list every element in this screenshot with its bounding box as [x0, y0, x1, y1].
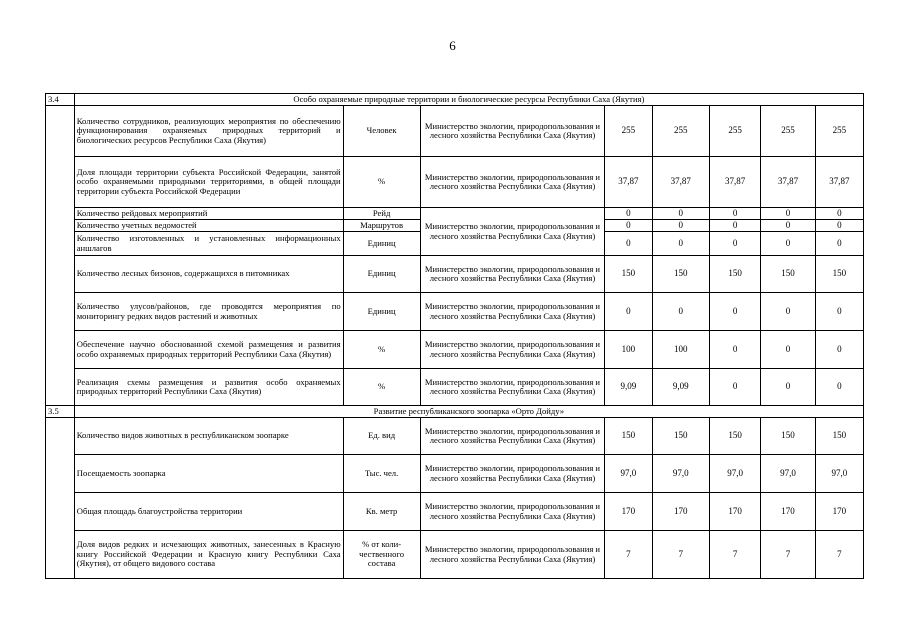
responsible-cell: Министерство экологии, природопользования и лесного хозяйства Республики Саха (Якутия) [420, 157, 605, 208]
value-cell: 9,09 [652, 369, 709, 406]
unit-cell: Маршрутов [343, 220, 420, 232]
indicator-cell: Количество лесных бизонов, содержащихся в питомниках [74, 256, 343, 293]
section-number: 3.4 [46, 94, 75, 106]
value-cell: 170 [652, 493, 709, 531]
value-cell: 150 [815, 418, 863, 455]
value-cell: 7 [710, 531, 761, 579]
value-cell: 97,0 [761, 455, 815, 493]
table-row [46, 106, 864, 157]
value-cell: 0 [761, 208, 815, 220]
responsible-cell: Министерство экологии, природопользования и лесного хозяйства Республики Саха (Якутия) [420, 493, 605, 531]
table-row [46, 331, 864, 369]
value-cell: 0 [605, 208, 652, 220]
section-title: Особо охраняемые природные территории и биологические ресурсы Республики Саха (Якутия) [74, 94, 863, 106]
value-cell: 37,87 [761, 157, 815, 208]
section-number: 3.5 [46, 406, 75, 418]
indicator-cell: Количество видов животных в республиканском зоопарке [74, 418, 343, 455]
value-cell: 150 [652, 418, 709, 455]
unit-cell: Кв. метр [343, 493, 420, 531]
value-cell: 0 [815, 208, 863, 220]
value-cell: 0 [761, 369, 815, 406]
value-cell: 100 [652, 331, 709, 369]
value-cell: 150 [761, 256, 815, 293]
value-cell: 0 [710, 232, 761, 256]
value-cell: 0 [815, 331, 863, 369]
value-cell: 100 [605, 331, 652, 369]
value-cell: 0 [761, 293, 815, 331]
value-cell: 0 [815, 220, 863, 232]
indicator-cell: Доля площади территории субъекта Российской Федерации, занятой особо охраняемыми природными территориями, в общей площади территории субъекта Российской Федерации [74, 157, 343, 208]
indicator-cell: Обеспечение научно обоснованной схемой размещения и развития особо охраняемых природных территорий Республики Саха (Якутия) [74, 331, 343, 369]
value-cell: 97,0 [652, 455, 709, 493]
value-cell: 255 [761, 106, 815, 157]
table-row [46, 256, 864, 293]
value-cell: 170 [815, 493, 863, 531]
value-cell: 37,87 [710, 157, 761, 208]
responsible-cell: Министерство экологии, природопользования и лесного хозяйства Республики Саха (Якутия) [420, 418, 605, 455]
indicator-cell: Количество улусов/районов, где проводятся мероприятия по мониторингу редких видов растений и животных [74, 293, 343, 331]
unit-cell: Единиц [343, 256, 420, 293]
unit-cell: Единиц [343, 293, 420, 331]
value-cell: 0 [605, 293, 652, 331]
responsible-cell: Министерство экологии, природопользования и лесного хозяйства Республики Саха (Якутия) [420, 331, 605, 369]
section-title: Развитие республиканского зоопарка «Орто Дойду» [74, 406, 863, 418]
section-header-row [46, 406, 864, 418]
value-cell: 37,87 [815, 157, 863, 208]
unit-cell: Ед. вид [343, 418, 420, 455]
responsible-cell: Министерство экологии, природопользования и лесного хозяйства Республики Саха (Якутия) [420, 369, 605, 406]
value-cell: 97,0 [815, 455, 863, 493]
value-cell: 9,09 [605, 369, 652, 406]
unit-cell: Человек [343, 106, 420, 157]
value-cell: 0 [710, 369, 761, 406]
table-row [46, 455, 864, 493]
value-cell: 255 [815, 106, 863, 157]
value-cell: 150 [605, 418, 652, 455]
value-cell: 170 [710, 493, 761, 531]
indicator-cell: Доля видов редких и исчезающих животных, занесенных в Красную книгу Российской Федерации и Красную книгу Республики Саха (Якутия), от общего видового состава [74, 531, 343, 579]
unit-cell: Единиц [343, 232, 420, 256]
responsible-cell: Министерство экологии, природопользования и лесного хозяйства Республики Саха (Якутия) [420, 531, 605, 579]
value-cell: 0 [652, 232, 709, 256]
value-cell: 255 [652, 106, 709, 157]
value-cell: 0 [605, 232, 652, 256]
value-cell: 0 [652, 220, 709, 232]
unit-cell: % [343, 369, 420, 406]
indicator-cell: Количество учетных ведомостей [74, 220, 343, 232]
responsible-cell: Министерство экологии, природопользования и лесного хозяйства Республики Саха (Якутия) [420, 293, 605, 331]
indicator-cell: Количество сотрудников, реализующих мероприятия по обеспечению функционирования охраняемых природных территорий и биологических ресурсов Республики Саха (Якутия) [74, 106, 343, 157]
table-row [46, 157, 864, 208]
value-cell: 37,87 [652, 157, 709, 208]
responsible-cell: Министерство экологии, природопользования и лесного хозяйства Республики Саха (Якутия) [420, 208, 605, 256]
responsible-cell: Министерство экологии, природопользования и лесного хозяйства Республики Саха (Якутия) [420, 106, 605, 157]
value-cell: 0 [815, 369, 863, 406]
value-cell: 7 [652, 531, 709, 579]
table-row [46, 293, 864, 331]
indicator-cell: Количество рейдовых мероприятий [74, 208, 343, 220]
value-cell: 0 [652, 208, 709, 220]
table-row [46, 493, 864, 531]
indicator-cell: Посещаемость зоопарка [74, 455, 343, 493]
value-cell: 97,0 [605, 455, 652, 493]
table-row [46, 208, 864, 220]
table-row [46, 531, 864, 579]
responsible-cell: Министерство экологии, природопользования и лесного хозяйства Республики Саха (Якутия) [420, 256, 605, 293]
section-header-row [46, 94, 864, 106]
value-cell: 0 [815, 293, 863, 331]
unit-cell: % [343, 157, 420, 208]
value-cell: 0 [710, 220, 761, 232]
indicator-cell: Общая площадь благоустройства территории [74, 493, 343, 531]
value-cell: 170 [761, 493, 815, 531]
value-cell: 0 [605, 220, 652, 232]
responsible-cell: Министерство экологии, природопользования и лесного хозяйства Республики Саха (Якутия) [420, 455, 605, 493]
value-cell: 150 [605, 256, 652, 293]
value-cell: 150 [815, 256, 863, 293]
indicator-cell: Реализация схемы размещения и развития особо охраняемых природных территорий Республики Саха (Якутия) [74, 369, 343, 406]
row-number-cell [46, 106, 75, 406]
value-cell: 7 [761, 531, 815, 579]
indicator-cell: Количество изготовленных и установленных информационных аншлагов [74, 232, 343, 256]
unit-cell: Тыс. чел. [343, 455, 420, 493]
unit-cell: % от коли-чественного состава [343, 531, 420, 579]
indicators-table [45, 93, 864, 579]
value-cell: 0 [710, 331, 761, 369]
value-cell: 37,87 [605, 157, 652, 208]
value-cell: 0 [710, 208, 761, 220]
value-cell: 150 [652, 256, 709, 293]
value-cell: 0 [652, 293, 709, 331]
value-cell: 150 [710, 418, 761, 455]
value-cell: 150 [710, 256, 761, 293]
value-cell: 255 [710, 106, 761, 157]
value-cell: 0 [710, 293, 761, 331]
table-row [46, 418, 864, 455]
table-row [46, 369, 864, 406]
value-cell: 0 [815, 232, 863, 256]
value-cell: 7 [815, 531, 863, 579]
page-number: 6 [449, 38, 456, 53]
unit-cell: % [343, 331, 420, 369]
value-cell: 0 [761, 232, 815, 256]
value-cell: 0 [761, 331, 815, 369]
value-cell: 97,0 [710, 455, 761, 493]
unit-cell: Рейд [343, 208, 420, 220]
value-cell: 7 [605, 531, 652, 579]
value-cell: 255 [605, 106, 652, 157]
row-number-cell [46, 418, 75, 579]
value-cell: 150 [761, 418, 815, 455]
value-cell: 0 [761, 220, 815, 232]
value-cell: 170 [605, 493, 652, 531]
